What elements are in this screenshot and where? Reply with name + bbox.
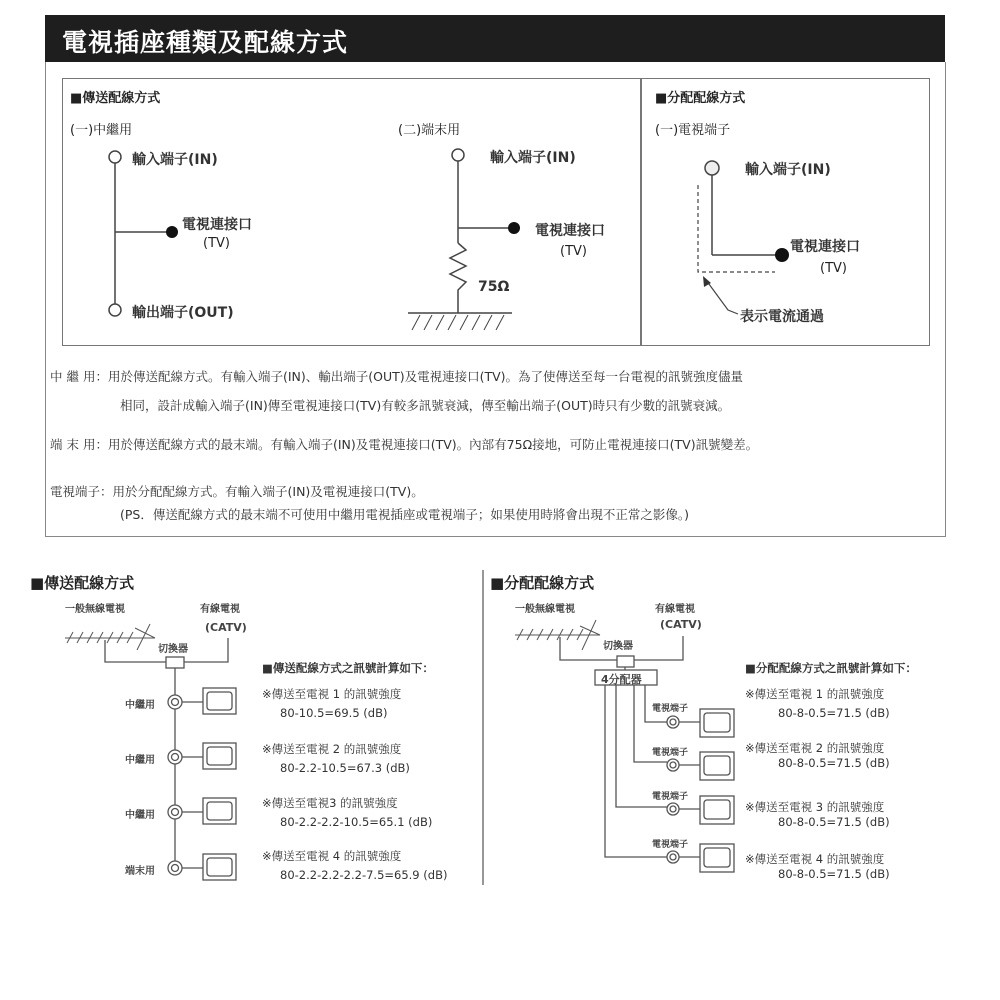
br-calc-title: ※傳送至電視 2 的訊號強度: [745, 741, 885, 755]
relay-desc-1: 中 繼 用：用於傳送配線方式。有輸入端子(IN)、輸出端子(OUT)及電視連接口(TV)。為了使傳送至每一台電視的訊號強度儘量: [50, 369, 744, 384]
relay-diagram: [109, 151, 178, 316]
terminal-tv-abbr: (TV): [560, 244, 587, 259]
bl-jack-label: 中繼用: [125, 755, 155, 766]
bl-calc-formula: 80-2.2-2.2-2.2-7.5=65.9 (dB): [280, 868, 448, 882]
relay-input-label: 輸入端子(IN): [132, 152, 218, 168]
bl-switch-label: 切換器: [158, 644, 188, 655]
br-cable-label: 有線電視: [655, 604, 695, 615]
outlet-diagram: [698, 161, 789, 314]
outlet-tv-abbr: (TV): [820, 261, 847, 276]
br-calc-header: ■分配配線方式之訊號計算如下：: [745, 661, 917, 675]
relay-label: (一)中繼用: [70, 123, 133, 138]
outlet-desc-2: (PS．傳送配線方式的最末端不可使用中繼用電視插座或電視端子；如果使用時將會出現不正常之影像。): [120, 507, 689, 522]
br-antenna-label: 一般無線電視: [515, 604, 575, 615]
outlet-tv-label: 電視連接口: [790, 239, 860, 255]
bl-antenna-label: 一般無線電視: [65, 604, 125, 615]
br-catv-label: (CATV): [660, 618, 702, 631]
br-calc-formula: 80-8-0.5=71.5 (dB): [778, 756, 890, 770]
outlet-input-label: 輸入端子(IN): [745, 162, 831, 178]
br-switch-label: 切換器: [603, 641, 633, 652]
bl-calc-title: ※傳送至電視 1 的訊號強度: [262, 687, 402, 701]
bl-calc-title: ※傳送至電視3 的訊號強度: [262, 796, 398, 810]
relay-desc-2: 相同，設計成輸入端子(IN)傳至電視連接口(TV)有較多訊號衰減，傳至輸出端子(OUT)時只有少數的訊號衰減。: [120, 398, 731, 413]
current-note: 表示電流通過: [740, 309, 824, 325]
relay-tv-label: 電視連接口: [182, 217, 252, 233]
bl-calc-header: ■傳送配線方式之訊號計算如下：: [262, 661, 434, 675]
jack-icons: [168, 695, 203, 875]
relay-output-label: 輸出端子(OUT): [132, 305, 234, 321]
bl-jack-label: 中繼用: [125, 700, 155, 711]
bl-catv-label: (CATV): [205, 621, 247, 634]
bl-cable-label: 有線電視: [200, 604, 240, 615]
br-header: ■分配配線方式: [490, 574, 595, 592]
bl-calc-formula: 80-2.2-2.2-10.5=65.1 (dB): [280, 815, 433, 829]
bl-calc-title: ※傳送至電視 2 的訊號強度: [262, 742, 402, 756]
br-calc-formula: 80-8-0.5=71.5 (dB): [778, 815, 890, 829]
terminal-desc: 端 末 用：用於傳送配線方式的最末端。有輸入端子(IN)及電視連接口(TV)。內部有75Ω接地，可防止電視連接口(TV)訊號變差。: [50, 437, 759, 452]
br-outlet-label: 電視端子: [652, 792, 689, 802]
br-calc-title: ※傳送至電視 1 的訊號強度: [745, 687, 885, 701]
bl-calc-formula: 80-10.5=69.5 (dB): [280, 706, 388, 720]
br-calc-title: ※傳送至電視 3 的訊號強度: [745, 800, 885, 814]
terminal-diagram: [408, 149, 520, 330]
bl-jack-label: 端末用: [125, 866, 155, 877]
tv-icons: [700, 709, 734, 872]
transmission-header: ■傳送配線方式: [70, 91, 161, 106]
br-calc-title: ※傳送至電視 4 的訊號強度: [745, 852, 885, 866]
bl-calc-title: ※傳送至電視 4 的訊號強度: [262, 849, 402, 863]
br-calc-formula: 80-8-0.5=71.5 (dB): [778, 867, 890, 881]
distribution-diagram: [515, 620, 734, 872]
br-outlet-label: 電視端子: [652, 748, 689, 758]
br-splitter-label: 4分配器: [601, 673, 642, 686]
ground-hatch: [412, 315, 504, 330]
tv-icons: [203, 688, 236, 880]
terminal-input-label: 輸入端子(IN): [490, 150, 576, 166]
page-title: 電視插座種類及配線方式: [62, 28, 349, 57]
resistance-label: 75Ω: [478, 279, 510, 295]
relay-tv-abbr: (TV): [203, 236, 230, 251]
bl-jack-label: 中繼用: [125, 810, 155, 821]
bl-calc-formula: 80-2.2-10.5=67.3 (dB): [280, 761, 410, 775]
br-outlet-label: 電視端子: [652, 840, 689, 850]
terminal-label: (二)端末用: [398, 123, 461, 138]
bl-header: ■傳送配線方式: [30, 574, 135, 592]
tv-outlet-label: (一)電視端子: [655, 123, 731, 138]
terminal-tv-label: 電視連接口: [535, 223, 605, 239]
br-outlet-label: 電視端子: [652, 704, 689, 714]
distribution-header: ■分配配線方式: [655, 91, 746, 106]
br-calc-formula: 80-8-0.5=71.5 (dB): [778, 706, 890, 720]
outlet-desc-1: 電視端子：用於分配配線方式。有輸入端子(IN)及電視連接口(TV)。: [50, 484, 424, 499]
